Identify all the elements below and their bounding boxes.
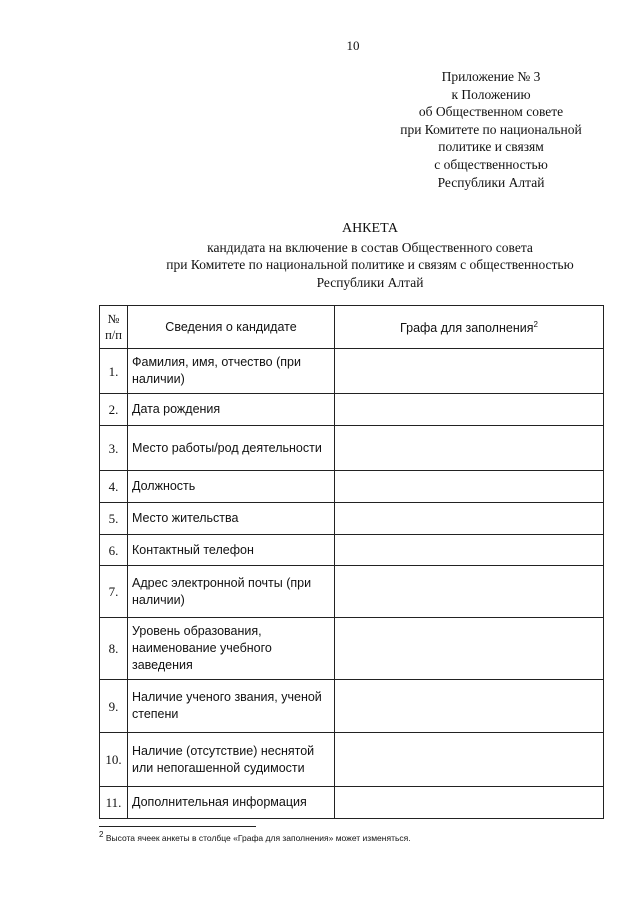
row-fill-field[interactable] (335, 787, 604, 819)
title-main: АНКЕТА (341, 221, 399, 236)
table-row (100, 680, 604, 733)
row-number: 10. (100, 733, 128, 787)
row-label: Уровень образования, наименование учебного заведения (128, 618, 335, 680)
row-number: 4. (100, 471, 128, 503)
row-label: Наличие ученого звания, ученой степени (128, 680, 335, 733)
footnote-separator (99, 826, 256, 827)
row-fill-field[interactable] (335, 471, 604, 503)
table-row (100, 503, 604, 535)
row-number: 8. (100, 618, 128, 680)
table-row (100, 733, 604, 787)
row-number: 1. (100, 349, 128, 394)
row-fill-field[interactable] (335, 566, 604, 618)
row-fill-field[interactable] (335, 426, 604, 471)
table-row (100, 426, 604, 471)
appendix-line: при Комитете по национальной (400, 121, 582, 137)
header-fill-column (335, 306, 604, 349)
row-label: Место жительства (128, 503, 335, 535)
row-number: 11. (100, 787, 128, 819)
table-header-row (100, 306, 604, 349)
row-fill-field[interactable] (335, 503, 604, 535)
row-fill-field[interactable] (335, 680, 604, 733)
table-row (100, 618, 604, 680)
row-fill-field[interactable] (335, 394, 604, 426)
appendix-line: политике и связям (438, 139, 544, 155)
row-number: 7. (100, 566, 128, 618)
appendix-line: Приложение № 3 (441, 69, 541, 84)
questionnaire-title (145, 220, 595, 291)
title-line: при Комитете по национальной политике и связям с общественностью (166, 257, 574, 272)
row-fill-field[interactable] (335, 349, 604, 394)
row-fill-field[interactable] (335, 618, 604, 680)
appendix-line: с общественностью (434, 156, 548, 172)
appendix-line: к Положению (451, 86, 531, 102)
header-number-line1: № (107, 312, 120, 326)
footnote (99, 830, 411, 843)
table-row (100, 535, 604, 566)
header-number-line2: п/п (105, 328, 122, 342)
table-row (100, 566, 604, 618)
footnote-mark: 2 (99, 830, 104, 839)
footnote-text: Высота ячеек анкеты в столбце «Графа для заполнения» может изменяться. (103, 832, 411, 843)
table-row (100, 394, 604, 426)
row-number: 9. (100, 680, 128, 733)
questionnaire-table (99, 305, 604, 819)
table-row (100, 471, 604, 503)
row-label: Место работы/род деятельности (128, 426, 335, 471)
row-fill-field[interactable] (335, 535, 604, 566)
header-fill-label: Графа для заполнения (400, 321, 534, 336)
row-label: Должность (128, 471, 335, 503)
appendix-line: Республики Алтай (437, 174, 545, 190)
row-label: Адрес электронной почты (при наличии) (128, 566, 335, 618)
appendix-line: об Общественном совете (418, 104, 564, 120)
row-label: Контактный телефон (128, 535, 335, 566)
row-fill-field[interactable] (335, 733, 604, 787)
row-number: 3. (100, 426, 128, 471)
header-candidate-info: Сведения о кандидате (128, 306, 335, 349)
row-label: Дата рождения (128, 394, 335, 426)
page-number: 10 (346, 38, 360, 53)
row-label: Наличие (отсутствие) неснятой или непогашенной судимости (128, 733, 335, 787)
row-label: Фамилия, имя, отчество (при наличии) (128, 349, 335, 394)
title-line: Республики Алтай (316, 274, 424, 290)
appendix-reference (375, 68, 607, 191)
title-line: кандидата на включение в состав Общественного совета (207, 239, 533, 255)
row-number: 5. (100, 503, 128, 535)
row-label: Дополнительная информация (128, 787, 335, 819)
header-footnote-mark: 2 (533, 320, 538, 330)
table-row (100, 349, 604, 394)
table-row (100, 787, 604, 819)
row-number: 2. (100, 394, 128, 426)
header-number (100, 306, 128, 349)
row-number: 6. (100, 535, 128, 566)
